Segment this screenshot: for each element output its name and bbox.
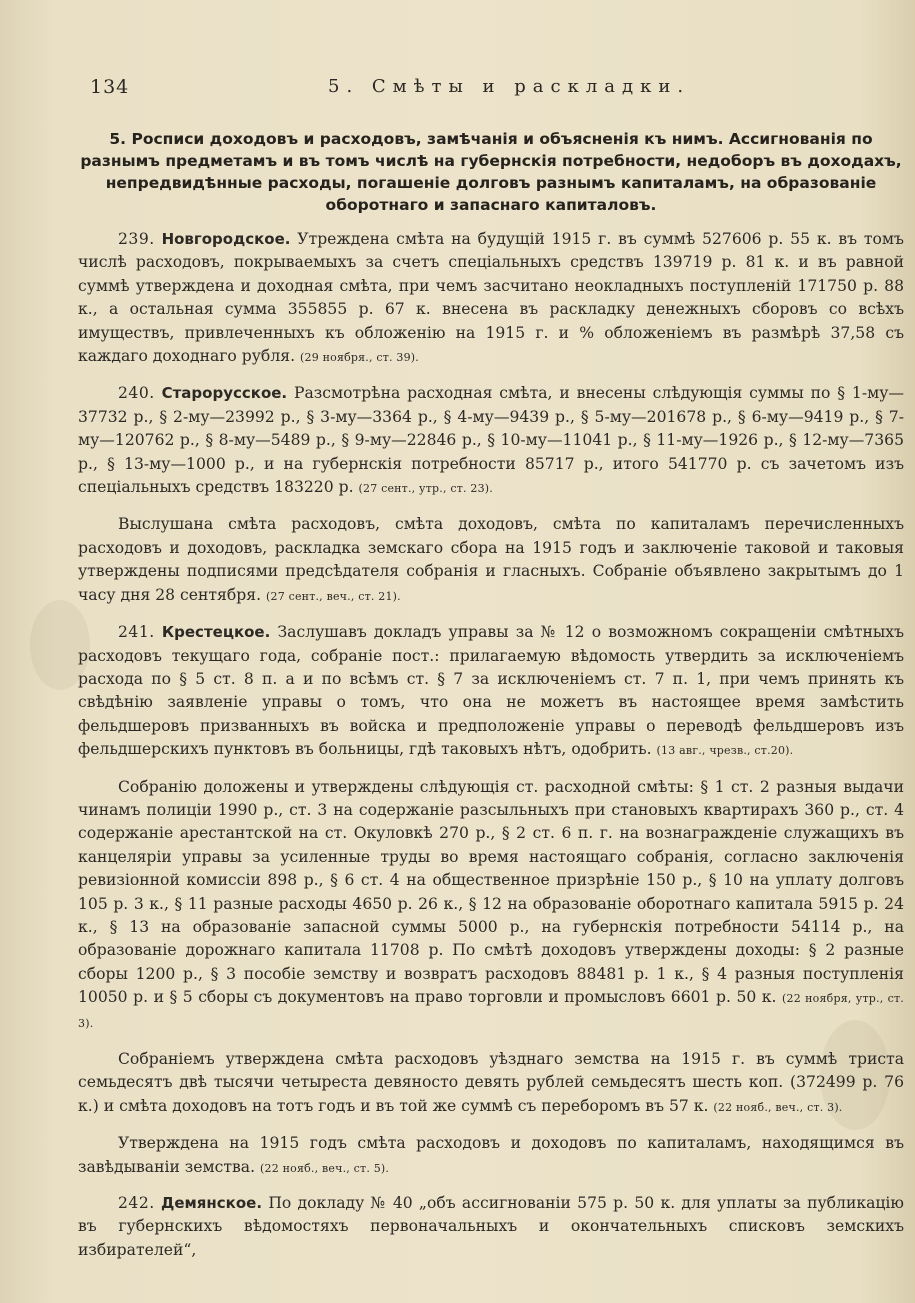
district-name: Новгородское. xyxy=(161,230,291,248)
session-reference: (27 сент., веч., ст. 21). xyxy=(266,589,401,603)
session-reference: (22 ноября, утр., ст. 3). xyxy=(78,992,904,1030)
paragraph-number: 241. xyxy=(118,623,155,642)
paragraph-number: 240. xyxy=(118,384,155,403)
district-name: Демянское. xyxy=(161,1194,263,1213)
paragraph-text: Разсмотрѣна расходная смѣта, и внесены слѣдующія суммы по § 1-му—37732 р., § 2-му—23992 р., § 3-му—3364 р., § 4-му—9439 р., § 5-му—201678 р., § 6-му—9419 р., § 7-му—120762 р., § 8-му—5489 р., § 9-му—22846 р., § 10-му—11041 р., § 11-му—1926 р., § 12-му—7365 р., § 13-му—1000 р., и на губернскія потребности 85717 р., итого 541770 р. съ зачетомъ изъ спеціальныхъ средствъ 183220 р. xyxy=(78,384,904,497)
session-reference: (22 нояб., веч., ст. 5). xyxy=(260,1161,390,1175)
paragraph-number: 242. xyxy=(118,1194,155,1213)
running-title: 5. Смѣты и раскладки. xyxy=(328,76,691,97)
paragraph-241-budget xyxy=(78,1048,904,1119)
session-reference: (22 нояб., веч., ст. 3). xyxy=(713,1100,843,1114)
paragraph-240 xyxy=(78,382,904,500)
paragraph-text: Собраніемъ утверждена смѣта расходовъ уѣзднаго земства на 1915 г. въ суммѣ триста семьдесятъ двѣ тысячи четыреста девяносто девять рублей семьдесятъ шесть коп. (372499 р. 76 к.) и смѣта доходовъ на тотъ годъ и въ той же суммѣ съ переборомъ въ 57 к. xyxy=(78,1050,904,1115)
paragraph-241-estimates xyxy=(78,776,904,1035)
paragraph-241-capitals xyxy=(78,1132,904,1180)
section-heading: 5. Росписи доходовъ и расходовъ, замѣчанія и объясненія къ нимъ. Ассигнованія по разнымъ предметамъ и въ томъ числѣ на губернскія потребности, недоборъ въ доходахъ, непредвидѣнные расходы, погашеніе долговъ разнымъ капиталамъ, на образованіе оборотнаго и запаснаго капиталовъ. xyxy=(80,130,902,214)
paragraph-text: По докладу № 40 „объ ассигнованіи 575 р. 50 к. для уплаты за публикацію въ губернскихъ вѣдомостяхъ первоначальныхъ и окончательныхъ списковъ земскихъ избирателей“, xyxy=(78,1194,904,1259)
paragraph-number: 239. xyxy=(118,230,155,248)
session-reference: (29 ноября., ст. 39). xyxy=(300,351,419,365)
page-number: 134 xyxy=(90,76,130,98)
paragraph-241 xyxy=(78,621,904,762)
session-reference: (27 сент., утр., ст. 23). xyxy=(358,482,493,496)
paragraph-text: Выслушана смѣта расходовъ, смѣта доходовъ, смѣта по капиталамъ перечисленныхъ расходовъ и доходовъ, раскладка земскаго сбора на 1915 годъ и заключеніе таковой и таковыя утверждены подписями предсѣдателя собранія и гласныхъ. Собраніе объявлено закрытымъ до 1 часу дня 28 сентября. xyxy=(78,515,904,604)
district-name: Старорусское. xyxy=(161,384,288,403)
paragraph-text: Заслушавъ докладъ управы за № 12 о возможномъ сокращеніи смѣтныхъ расходовъ текущаго года, собраніе пост.: прилагаемую вѣдомость утвердить за исключеніемъ расхода по § 5 ст. 8 п. а и по всѣмъ ст. § 7 за исключеніемъ ст. 7 п. 1, при чемъ принять къ свѣдѣнію заявленіе управы о томъ, что она не можетъ въ настоящее время замѣстить фельдшеровъ призванныхъ въ войска и предположеніе управы о переводѣ фельдшеровъ изъ фельдшерскихъ пунктовъ въ больницы, гдѣ таковыхъ нѣтъ, одобрить. xyxy=(78,623,904,759)
session-reference: (13 авг., чрезв., ст.20). xyxy=(656,744,794,758)
paragraph-text: Собранію доложены и утверждены слѣдующія ст. расходной смѣты: § 1 ст. 2 разныя выдачи чинамъ полиціи 1990 р., ст. 3 на содержаніе разсыльныхъ при становыхъ квартирахъ 360 р., ст. 4 содержаніе арестантской на ст. Окуловкѣ 270 р., § 2 ст. 6 п. г. на вознагражденіе служащихъ въ канцеляріи управы за усиленные труды во время настоящаго собранія, согласно заключенія ревизіонной комиссіи 898 р., § 6 ст. 4 на общественное призрѣніе 150 р., § 10 на уплату долговъ 105 р. 3 к., § 11 разные расходы 4650 р. 26 к., § 12 на образованіе оборотнаго капитала 5915 р. 24 к., § 13 на образованіе запасной суммы 5000 р., на губернскія потребности 54114 р., на образованіе дорожнаго капитала 11708 р. По смѣтѣ доходовъ утверждены доходы: § 2 разные сборы 1200 р., § 3 пособіе земству и возвратъ расходовъ 88481 р. 1 к., § 4 разныя поступленія 10050 р. и § 5 сборы съ документовъ на право торговли и промысловъ 6601 р. 50 к. xyxy=(78,777,904,1007)
paragraph-239 xyxy=(78,228,904,369)
paragraph-242 xyxy=(78,1192,904,1262)
running-head xyxy=(90,76,875,98)
paragraph-240-continued xyxy=(78,513,904,608)
document-body xyxy=(78,228,904,1275)
district-name: Крестецкое. xyxy=(161,623,271,642)
paragraph-text: Утверждена на 1915 годъ смѣта расходовъ и доходовъ по капиталамъ, находящимся въ завѣдываніи земства. xyxy=(78,1134,904,1176)
paragraph-text: Утреждена смѣта на будущій 1915 г. въ суммѣ 527606 р. 55 к. въ томъ числѣ расходовъ, покрываемыхъ за счетъ спеціальныхъ средствъ 139719 р. 81 к. и въ равной суммѣ утверждена и доходная смѣта, при чемъ засчитано неокладныхъ поступленій 171750 р. 88 к., а остальная сумма 355855 р. 67 к. внесена въ раскладку денежныхъ сборовъ со всѣхъ имуществъ, привлеченныхъ къ обложенію на 1915 г. и % обложеніемъ въ размѣрѣ 37,58 съ каждаго доходнаго рубля. xyxy=(78,230,904,366)
